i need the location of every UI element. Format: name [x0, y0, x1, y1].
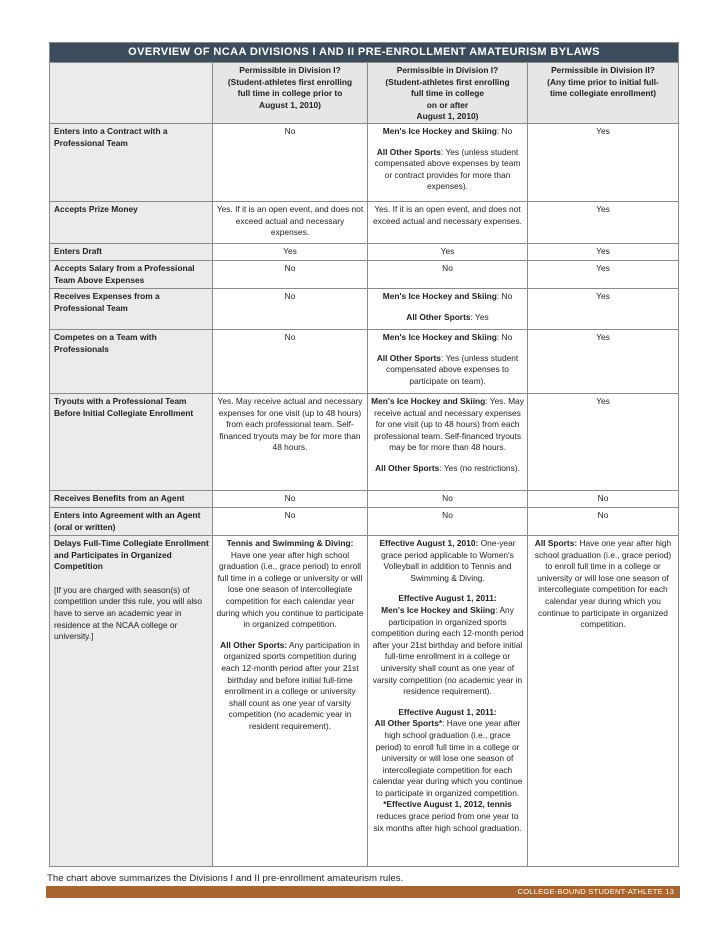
- sport-label: Tennis and Swimming & Diving:: [226, 538, 354, 548]
- table-row: [50, 329, 678, 393]
- caption: The chart above summarizes the Divisions I and II pre-enrollment amateurism rules.: [47, 873, 404, 884]
- cell-div1-before: No: [213, 330, 368, 393]
- header-line: Permissible in Division II?: [551, 65, 655, 75]
- cell-div1-after: Yes. If it is an open event, and does not exceed actual and necessary expenses.: [368, 202, 528, 243]
- table-row: [50, 393, 678, 490]
- cell-div1-before: No: [213, 124, 368, 201]
- cell-div2: Yes: [596, 291, 610, 301]
- header-line: on or after: [426, 99, 469, 110]
- cell-div1-after: [368, 124, 528, 201]
- cell-text: : Yes (no restrictions).: [439, 462, 520, 473]
- cell-div1-before: Yes: [213, 244, 368, 260]
- header-div2: [528, 63, 678, 123]
- effective-label: *Effective August 1, 2012, tennis: [383, 799, 512, 810]
- sport-label: All Other Sports:: [220, 639, 288, 650]
- table-row: [50, 123, 678, 201]
- row-label-note: [If you are charged with season(s) of competition under this rule, you will also have to serve an academic year in residence at the NCAA college or university.]: [54, 584, 203, 642]
- cell-div1-before: Yes. May receive actual and necessary expenses for one visit (up to 48 hours) from each professional team. Self-financed tryouts may be for more than 48 hours.: [213, 394, 368, 490]
- sport-label: Men's Ice Hockey and Skiing: [381, 604, 496, 615]
- header-line: August 1, 2010): [416, 111, 479, 122]
- header-line: (Student-athletes first enrolling: [385, 76, 510, 87]
- sport-label: All Sports:: [534, 538, 578, 548]
- cell-div1-after: Yes: [368, 244, 528, 260]
- table-row: [50, 288, 678, 329]
- cell-div1-before: Yes. If it is an open event, and does not exceed actual and necessary expenses.: [213, 202, 368, 243]
- cell-text: : Yes (unless student compensated above expenses by team or contract provides for more than expenses).: [374, 146, 521, 192]
- header-line: (Student-athletes first enrolling: [227, 76, 353, 87]
- cell-div1-after: No: [368, 508, 528, 535]
- cell-div1-after: No: [368, 261, 528, 288]
- row-label: Accepts Salary from a Professional Team Above Expenses: [50, 261, 213, 288]
- row-label: Accepts Prize Money: [50, 202, 213, 243]
- header-line: August 1, 2010): [259, 99, 321, 110]
- cell-div2: No: [597, 493, 609, 503]
- amateurism-table: [49, 42, 679, 867]
- header-line: full time in college prior to: [237, 88, 343, 99]
- table-row: [50, 260, 678, 288]
- table-title: OVERVIEW OF NCAA DIVISIONS I AND II PRE-ENROLLMENT AMATEURISM BYLAWS: [50, 43, 678, 62]
- cell-div1-after: No: [368, 491, 528, 507]
- cell-div1-after: [368, 394, 528, 490]
- sport-label: Men's Ice Hockey and Skiing: [382, 332, 497, 342]
- effective-label: Effective August 1, 2010:: [379, 538, 479, 548]
- table-row: [50, 535, 678, 866]
- sport-label: All Other Sports: [376, 352, 441, 363]
- table-row: [50, 243, 678, 260]
- row-label: Enters into Agreement with an Agent (oral or written): [50, 508, 213, 535]
- cell-div1-before: [213, 536, 368, 866]
- row-label: Enters Draft: [50, 244, 213, 260]
- effective-label: Effective August 1, 2011:: [398, 706, 497, 717]
- header-line: (Any time prior to initial full-: [547, 76, 659, 87]
- header-line: time collegiate enrollment): [549, 88, 657, 99]
- sport-label: All Other Sports*: [374, 718, 443, 729]
- table-row: [50, 201, 678, 243]
- sport-label: Men's Ice Hockey and Skiing: [382, 126, 497, 136]
- cell-text: reduces grace period from one year to six months after high school graduation.: [373, 811, 522, 833]
- row-label: Enters into a Contract with a Professional Team: [50, 124, 213, 201]
- table-row: [50, 490, 678, 507]
- cell-text: : No: [496, 332, 513, 342]
- cell-text: : No: [496, 291, 513, 301]
- header-blank: [50, 63, 213, 123]
- cell-div1-after: [368, 536, 528, 866]
- cell-div2: Yes: [596, 332, 610, 342]
- header-line: full time in college: [410, 88, 485, 99]
- cell-div2: [528, 536, 678, 866]
- cell-div2: Yes: [596, 246, 610, 256]
- table-row: [50, 507, 678, 535]
- row-label: [50, 536, 213, 866]
- sport-label: Men's Ice Hockey and Skiing: [382, 291, 497, 301]
- cell-text: : Any participation in organized sports competition during each 12-month period after your 21st birthday and before initial full-time enrollment in a college or university shall count as one year of varsity competition (no academic year in residence requirement).: [371, 604, 524, 697]
- row-label: Tryouts with a Professional Team Before Initial Collegiate Enrollment: [50, 394, 213, 490]
- cell-div2: Yes: [596, 126, 610, 136]
- cell-text: : Yes: [470, 311, 489, 322]
- sport-label: All Other Sports: [376, 146, 441, 157]
- header-div1-before: [213, 63, 368, 123]
- sport-label: Men's Ice Hockey and Skiing: [371, 396, 486, 406]
- cell-div2: No: [597, 510, 609, 520]
- cell-div1-before: No: [213, 289, 368, 329]
- cell-div2: Yes: [596, 204, 610, 214]
- row-label: Receives Benefits from an Agent: [50, 491, 213, 507]
- cell-text: Any participation in organized sports competition during each 12-month period after your 21st birthday and before initial full-time enrollment in a college or university shall count as one year of varsity competition (no academic year in resident requirement).: [221, 639, 360, 731]
- sport-label: All Other Sports: [375, 462, 440, 473]
- cell-div1-after: [368, 330, 528, 393]
- cell-text: : Yes. May receive actual and necessary expenses for one visit (up to 48 hours) from each professional team. Self-financed tryouts may be for more than 48 hours.: [373, 396, 524, 453]
- cell-div1-after: [368, 289, 528, 329]
- effective-label: Effective August 1, 2011:: [398, 593, 497, 604]
- header-row: [50, 62, 678, 123]
- cell-text: : No: [496, 126, 513, 136]
- cell-div2: Yes: [596, 396, 610, 406]
- row-label-text: Delays Full-Time Collegiate Enrollment and Participates in Organized Competition: [54, 538, 209, 572]
- cell-div1-before: No: [213, 508, 368, 535]
- header-div1-after: [368, 63, 528, 123]
- page-footer: COLLEGE-BOUND STUDENT-ATHLETE 13: [46, 886, 680, 898]
- cell-div1-before: No: [213, 261, 368, 288]
- cell-text: : Have one year after high school graduation (i.e., grace period) to enroll full time in a college or university or will lose one season of intercollegiate competition for each calendar year during which you continue to participate in organized competition.: [372, 718, 523, 798]
- cell-text: Have one year after high school graduation (i.e., grace period) to enroll full time in a college or university or will lose one season of intercollegiate competition for each calendar year during which you continue to participate in organized competition.: [534, 538, 672, 630]
- cell-div1-before: No: [213, 491, 368, 507]
- header-line: Permissible in Division I?: [396, 65, 499, 75]
- cell-text: : Yes (unless student compensated above expenses to participate on team).: [386, 352, 519, 386]
- cell-text: Have one year after high school graduation (i.e., grace period) to enroll full time in a college or university or will lose one season of intercollegiate competition for each calendar year during which you continue to participate in organized competition.: [216, 549, 364, 630]
- row-label: Receives Expenses from a Professional Team: [50, 289, 213, 329]
- row-label: Competes on a Team with Professionals: [50, 330, 213, 393]
- header-line: Permissible in Division I?: [239, 65, 341, 75]
- sport-label: All Other Sports: [406, 311, 471, 322]
- cell-text: One-year grace period applicable to Women's Volleyball in addition to Tennis and Swimming & Diving.: [381, 538, 516, 583]
- cell-div2: Yes: [596, 263, 610, 273]
